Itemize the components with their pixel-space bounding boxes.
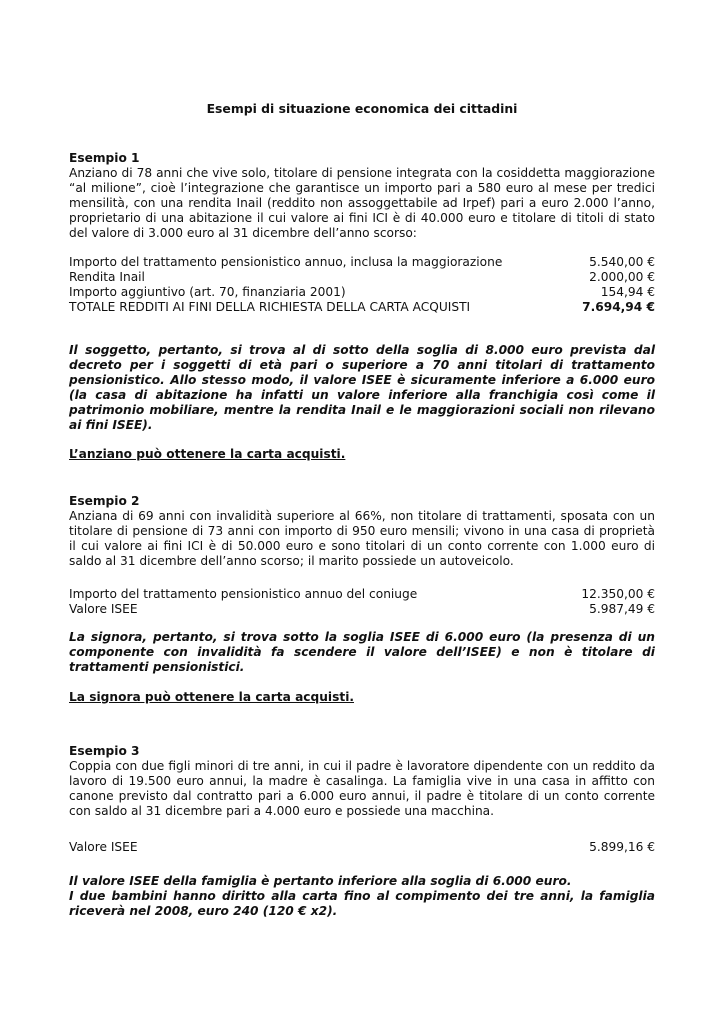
row-value: 2.000,00 € (589, 270, 655, 284)
table-row (69, 285, 655, 300)
example-1-heading: Esempio 1 (69, 151, 140, 165)
example-1-conclusion: Il soggetto, pertanto, si trova al di sotto della soglia di 8.000 euro prevista dal decreto per i soggetti di età pari o superiore a 70 anni titolari di trattamento pensionistico. Allo stesso modo, il valore ISEE è sicuramente inferiore a 6.000 euro (la casa di abitazione ha infatti un valore inferiore alla franchigia così come il patrimonio mobiliare, mentre la rendita Inail e le maggiorazioni sociali non rilevano ai fini ISEE). (69, 343, 655, 432)
table-row (69, 840, 655, 855)
document-title: Esempi di situazione economica dei cittadini (206, 101, 518, 116)
row-label: Importo del trattamento pensionistico annuo del coniuge (69, 587, 418, 601)
example-2-conclusion: La signora, pertanto, si trova sotto la soglia ISEE di 6.000 euro (la presenza di un componente con invalidità fa scendere il valore dell’ISEE) e non è titolare di trattamenti pensionistici. (69, 630, 655, 674)
example-2-heading-block (69, 494, 655, 569)
example-2-verdict: La signora può ottenere la carta acquisti. (69, 690, 354, 704)
example-3-conclusion-line-2: I due bambini hanno diritto alla carta fino al compimento dei tre anni, la famiglia riceverà nel 2008, euro 240 (120 € x2). (69, 889, 655, 918)
example-3-heading-block (69, 744, 655, 819)
example-3-conclusion (69, 874, 655, 919)
row-label: Rendita Inail (69, 270, 145, 284)
row-value: 154,94 € (600, 285, 655, 299)
row-label: Importo del trattamento pensionistico annuo, inclusa la maggiorazione (69, 255, 503, 269)
row-label: Importo aggiuntivo (art. 70, finanziaria 2001) (69, 285, 346, 299)
example-2-table (69, 587, 655, 617)
example-3-body: Coppia con due figli minori di tre anni, in cui il padre è lavoratore dipendente con un reddito da lavoro di 19.500 euro annui, la madre è casalinga. La famiglia vive in una casa in affitto con canone previsto dal contratto pari a 6.000 euro annui, il padre è titolare di un conto corrente con saldo al 31 dicembre pari a 4.000 euro e possiede una macchina. (69, 759, 655, 818)
row-label: Valore ISEE (69, 602, 138, 616)
example-3-table (69, 840, 655, 855)
table-row (69, 587, 655, 602)
example-2-body: Anziana di 69 anni con invalidità superiore al 66%, non titolare di trattamenti, sposata con un titolare di pensione di 73 anni con importo di 950 euro mensili; vivono in una casa di proprietà il cui valore ai fini ICI è di 50.000 euro e sono titolari di un conto corrente con 1.000 euro di saldo al 31 dicembre dell’anno scorso; il marito possiede un autoveicolo. (69, 509, 655, 568)
total-label: TOTALE REDDITI AI FINI DELLA RICHIESTA DELLA CARTA ACQUISTI (69, 300, 471, 314)
row-value: 5.540,00 € (589, 255, 655, 269)
example-1-verdict: L’anziano può ottenere la carta acquisti. (69, 447, 346, 461)
total-value: 7.694,94 € (582, 300, 655, 314)
table-row (69, 270, 655, 285)
example-2-heading: Esempio 2 (69, 494, 140, 508)
row-value: 5.987,49 € (589, 602, 655, 616)
example-1-verdict-block (69, 447, 655, 462)
example-1-body: Anziano di 78 anni che vive solo, titolare di pensione integrata con la cosiddetta maggiorazione “al milione”, cioè l’integrazione che garantisce un importo pari a 580 euro al mese per tredici mensilità, con una rendita Inail (reddito non assoggettabile ad Irpef) pari a euro 2.000 l’anno, proprietario di una abitazione il cui valore ai fini ICI è di 40.000 euro e titolare di titoli di stato del valore di 3.000 euro al 31 dicembre dell’anno scorso: (69, 166, 655, 240)
row-value: 5.899,16 € (589, 840, 655, 854)
table-row (69, 602, 655, 617)
row-label: Valore ISEE (69, 840, 138, 854)
example-1-income-table (69, 255, 655, 315)
table-total-row (69, 300, 655, 315)
example-1-heading-block (69, 151, 655, 241)
row-value: 12.350,00 € (581, 587, 655, 601)
example-3-conclusion-line-1: Il valore ISEE della famiglia è pertanto inferiore alla soglia di 6.000 euro. (69, 874, 572, 888)
table-row (69, 255, 655, 270)
example-3-heading: Esempio 3 (69, 744, 140, 758)
example-2-verdict-block (69, 690, 655, 705)
